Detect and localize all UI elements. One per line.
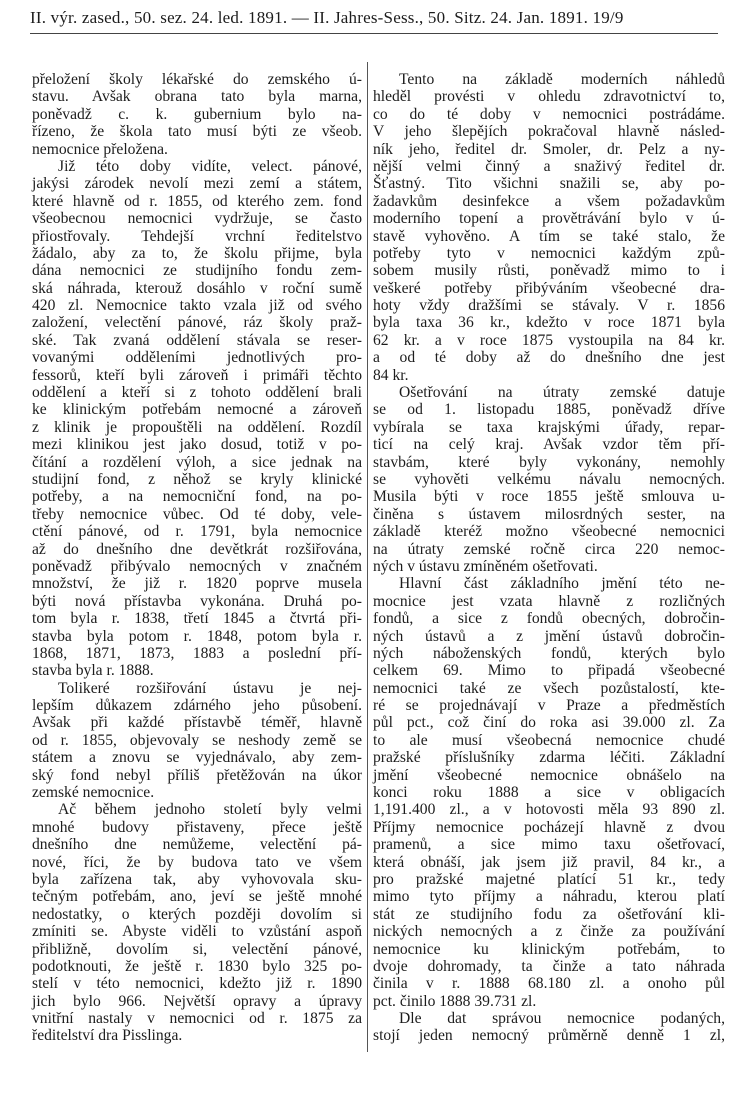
- text-line: sobem musily růsti, poněvadž mimo to i: [373, 262, 725, 280]
- text-line: 420 zl. Nemocnice takto vzala již od svého: [32, 297, 362, 315]
- text-line: nější velmi činný a snaživý ředitel dr.: [373, 157, 725, 175]
- text-line: stavbám, které byly vykonány, nemohly: [373, 453, 725, 471]
- paragraph: [373, 71, 725, 384]
- text-line: Musila býti v roce 1855 ještě smlouva u-: [373, 488, 725, 506]
- paragraph: [32, 158, 362, 680]
- text-line: moderního topení a provětrávání bylo v ú-: [373, 210, 725, 228]
- text-line: byla zařízena tak, aby vyhovovala sku-: [32, 870, 362, 888]
- column-divider: [367, 62, 368, 1052]
- text-line: čítání a rozdělení výloh, a sice jednak na: [32, 453, 362, 471]
- text-line: přeložení školy lékařské do zemského ú-: [32, 71, 362, 88]
- text-line: z klinik je propouštěli na oddělení. Rozdíl: [32, 418, 362, 436]
- text-line: stavba byla potom r. 1848, potom byla r.: [32, 627, 362, 645]
- text-line: konci roku 1888 a sice v obligacích: [373, 784, 725, 802]
- text-line: dnešního dne nemůžeme, velectění pá-: [32, 836, 362, 854]
- text-line: studijní fond, z něhož se kryly klinické: [32, 470, 362, 488]
- text-line: žádalo, aby za to, že školu přijme, byla: [32, 244, 362, 262]
- text-line: státem a znovu se vyjednávalo, aby zem-: [32, 749, 362, 767]
- text-line: pražské příslušníky zdarma léčiti. Základní: [373, 749, 725, 767]
- text-line: ník jeho, ředitel dr. Smoler, dr. Pelz a ny-: [373, 140, 725, 158]
- text-line: oddělení a kteří si z tohoto oddělení brali: [32, 384, 362, 402]
- text-line: činěna s ústavem milosrdných sester, na: [373, 505, 725, 523]
- text-line: půl pct., což činí do roka asi 39.000 zl. Za: [373, 714, 725, 732]
- text-line: 1,191.400 zl., a v hotovosti měla 93 890 zl.: [373, 801, 725, 819]
- text-line: ke klinickým potřebám nemocné a zároveň: [32, 401, 362, 419]
- paragraph: [373, 575, 725, 1010]
- text-line: na útraty zemské ročně circa 220 nemoc-: [373, 540, 725, 558]
- text-line: Tolikeré rozšiřování ústavu je nej-: [58, 679, 362, 697]
- text-line: tom byla r. 1838, třetí 1845 a čtvrtá při-: [32, 610, 362, 628]
- text-line: pct. činilo 1888 39.731 zl.: [373, 992, 537, 1010]
- text-line: nemocnice ku klinickým potřebám, to: [373, 940, 725, 958]
- text-line: ctění pánové, od r. 1791, byla nemocnice: [32, 523, 362, 541]
- text-line: Dle dat správou nemocnice podaných,: [399, 1010, 725, 1028]
- text-line: 1868, 1871, 1873, 1883 a poslední pří-: [32, 644, 362, 662]
- text-line: fessorů, kteří byli zároveň i primáři těchto: [32, 366, 362, 384]
- text-line: žadavkům desinfekce a všem požadavkům: [373, 192, 725, 210]
- text-line: V jeho šlepějích pokračoval hlavně násled-: [373, 123, 725, 141]
- text-line: potřeby tyto v nemocnici každým způ-: [373, 244, 725, 262]
- text-line: se od 1. listopadu 1885, poněvadž dříve: [373, 401, 725, 419]
- text-line: dána nemocnici ze studijního fondu zem-: [32, 262, 362, 280]
- text-line: pramenů, a sice mimo taxu ošetřovací,: [373, 836, 725, 854]
- text-line: mimo tyto příjmy a náhradu, kterou platí: [373, 888, 725, 906]
- text-line: Šťastný. Tito všichni snažili se, aby po-: [373, 175, 725, 193]
- paragraph: [32, 680, 362, 802]
- text-line: přibližně, dovolím si, velectění pánové,: [32, 940, 362, 958]
- text-line: třeby nemocnice vůbec. Od té doby, vele-: [32, 505, 362, 523]
- text-line: mnohé budovy přistaveny, přece ještě: [32, 818, 362, 836]
- text-line: ské. Tak zvaná oddělení stávala se reser-: [32, 331, 362, 349]
- text-line: ných v ústavu zmíněném ošetřovati.: [373, 557, 598, 575]
- text-line: stavu. Avšak obrana tato byla marna,: [32, 88, 362, 106]
- text-line: stavě vyhověno. A tím se také stalo, že: [373, 227, 725, 245]
- text-line: ných náboženských fondů, kterých bylo: [373, 644, 725, 662]
- text-line: nemocnici také ze všech pozůstalostí, kte-: [373, 679, 725, 697]
- text-line: fondů, a sice z fondů obecných, dobročin-: [373, 610, 725, 628]
- text-line: hoty vždy dražšími se stávaly. V r. 1856: [373, 297, 725, 315]
- text-line: se vyhověti velkému návalu nemocných.: [373, 470, 725, 488]
- text-line: jakýsi zárodek nevolí mezi zemí a státem,: [32, 175, 362, 193]
- text-line: býti nová přístavba vykonána. Druhá po-: [32, 592, 362, 610]
- running-header: II. výr. zased., 50. sez. 24. led. 1891. — II. Jahres-Sess., 50. Sitz. 24. Jan. 1891. 19/9: [30, 8, 624, 27]
- text-line: založení, velectění pánové, ráz školy praž-: [32, 314, 362, 332]
- text-line: 62 kr. a v roce 1875 vystoupila na 84 kr.: [373, 331, 725, 349]
- text-line: lepším důkazem zdárného jeho působení.: [32, 697, 362, 715]
- text-line: Příjmy nemocnice pocházejí hlavně z dvou: [373, 818, 725, 836]
- text-line: jmění všeobecné nemocnice obnášelo na: [373, 766, 725, 784]
- text-line: zemské nemocnice.: [32, 784, 155, 802]
- text-line: nických nemocných a z činže za používání: [373, 923, 725, 941]
- text-line: stojí jeden nemocný průměrně denně 1 zl,: [373, 1027, 725, 1045]
- text-line: mezi klinikou jest jako dosud, totiž v po-: [32, 436, 362, 454]
- text-line: ská náhrada, kterouž dosáhlo v roční sumě: [32, 279, 362, 297]
- text-line: nemocnice přeložena.: [32, 140, 168, 158]
- text-line: ticí na celý kraj. Avšak vzdor těm pří-: [373, 436, 725, 454]
- text-line: podotknouti, že ještě r. 1830 bylo 325 po-: [32, 957, 362, 975]
- text-line: dvoje dohromady, ta činže a tato náhrada: [373, 957, 725, 975]
- text-line: ský fond nebyl příliš přetěžován na úkor: [32, 766, 362, 784]
- text-line: všeobecnou nemocnici vydržuje, se často: [32, 210, 362, 228]
- text-line: celkem 69. Mimo to připadá všeobecné: [373, 662, 725, 680]
- text-line: poněvadž c. k. gubernium bylo na-: [32, 105, 362, 123]
- text-line: ré se projednávají v Praze a předměstích: [373, 697, 725, 715]
- text-line: jich bylo 966. Největší opravy a úpravy: [32, 992, 362, 1010]
- text-line: nové, říci, že by budova tato ve všem: [32, 853, 362, 871]
- text-line: řízeno, že škola tato musí býti ze všeob.: [32, 123, 362, 141]
- text-line: poněvadž přibývalo nemocných v značném: [32, 557, 362, 575]
- paragraph: [32, 801, 362, 1044]
- text-line: pro pražské majetné platící 51 kr., tedy: [373, 870, 725, 888]
- right-column: [373, 71, 725, 1045]
- left-column: [32, 71, 362, 1045]
- text-line: množství, že již r. 1820 poprve musela: [32, 575, 362, 593]
- text-line: zmíniti se. Abyste viděli to vzůstání aspoň: [32, 923, 362, 941]
- header-rule: [30, 33, 718, 34]
- paragraph: [32, 71, 362, 158]
- paragraph: [373, 384, 725, 575]
- text-line: vovanými odděleními jednotlivých pro-: [32, 349, 362, 367]
- text-line: které hlavně od r. 1855, od kterého zem. fond: [32, 192, 362, 210]
- text-line: Hlavní část základního jmění této ne-: [399, 575, 725, 593]
- text-line: Ošetřování na útraty zemské datuje: [399, 384, 725, 402]
- text-line: vybírala se taxa krajskými úřady, repar-: [373, 418, 725, 436]
- text-line: až do dnešního dne devětkrát rozšiřována,: [32, 540, 362, 558]
- text-line: nedostatky, o kterých později dovolím si: [32, 905, 362, 923]
- text-line: Ač během jednoho století byly velmi: [58, 801, 362, 819]
- text-line: ředitelství dra Pisslinga.: [32, 1027, 183, 1045]
- text-line: která obnáší, jak jsem již pravil, 84 kr., a: [373, 853, 725, 871]
- text-line: Již této doby vidíte, velect. pánové,: [58, 157, 362, 175]
- text-line: 84 kr.: [373, 366, 409, 384]
- text-line: stelí v této nemocnici, kdežto již r. 1890: [32, 975, 362, 993]
- text-line: Tento na základě moderních náhledů: [399, 71, 725, 88]
- text-line: a od té doby až do dnešního dne jest: [373, 349, 725, 367]
- text-line: od r. 1855, objevovaly se neshody země se: [32, 731, 362, 749]
- text-line: tečným potřebám, ano, jeví se ještě mnohé: [32, 888, 362, 906]
- text-line: hleděl provésti v ohledu zdravotnictví to,: [373, 88, 725, 106]
- text-line: Avšak při každé přístavbě téměř, hlavně: [32, 714, 362, 732]
- text-line: ných ústavů a z jmění ústavů dobročin-: [373, 627, 725, 645]
- text-line: stát ze studijního fodu za ošetřování kli-: [373, 905, 725, 923]
- text-line: to ale musí všeobecná nemocnice chudé: [373, 731, 725, 749]
- text-line: stavba byla r. 1888.: [32, 662, 154, 680]
- text-line: potřeby, a na nemocniční fond, na po-: [32, 488, 362, 506]
- text-line: činila v r. 1888 68.180 zl. a onoho půl: [373, 975, 725, 993]
- text-line: byla taxa 36 kr., kdežto v roce 1871 byla: [373, 314, 725, 332]
- text-line: přiostřovaly. Tehdejší vrchní ředitelstvo: [32, 227, 362, 245]
- paragraph: [373, 1010, 725, 1045]
- text-line: veškeré potřeby přibýváním všeobecné dra-: [373, 279, 725, 297]
- text-line: základě kteréž možno všeobecné nemocnici: [373, 523, 725, 541]
- text-line: mocnice jest vzata hlavně z rozličných: [373, 592, 725, 610]
- text-line: co do té doby v nemocnici postrádáme.: [373, 105, 725, 123]
- text-line: vnitřní nastaly v nemocnici od r. 1875 za: [32, 1010, 362, 1028]
